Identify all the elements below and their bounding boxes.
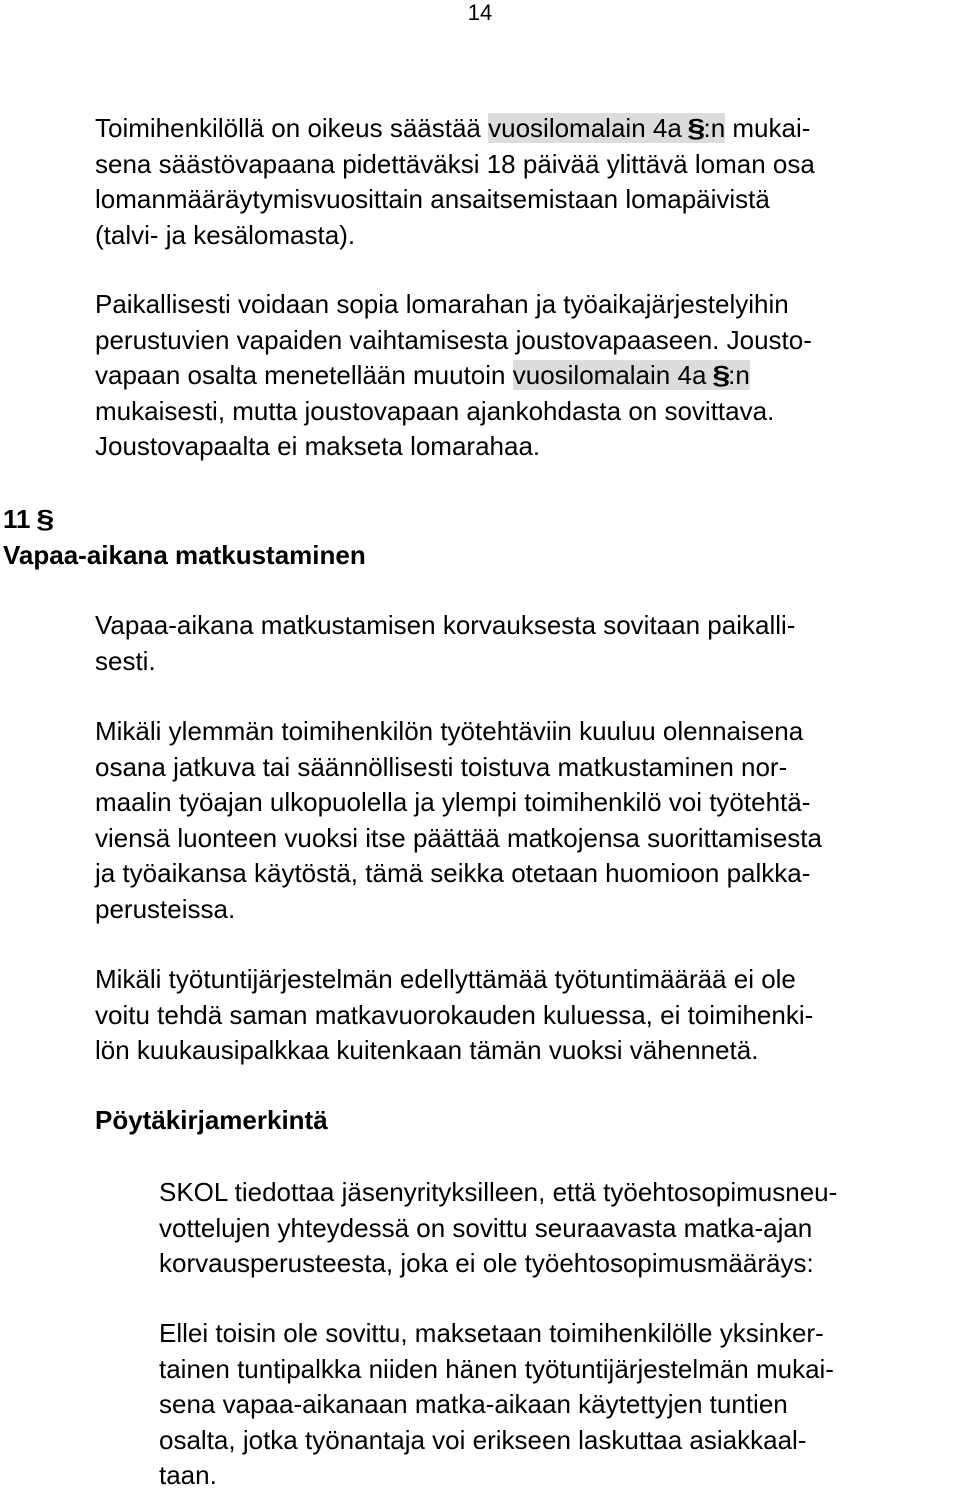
- paragraph-senior-employee-travel: [95, 714, 822, 927]
- highlighted-law-reference: vuosilomalain 4a §:n: [488, 113, 726, 143]
- text-line: perusteissa.: [95, 893, 236, 924]
- paragraph-working-hours: [95, 962, 813, 1069]
- text-line: osana jatkuva tai säännöllisesti toistuva matkustaminen nor-: [95, 751, 788, 782]
- text-line: lön kuukausipalkkaa kuitenkaan tämän vuoksi vähennetä.: [95, 1035, 759, 1065]
- text-line: Joustovapaalta ei makseta lomarahaa.: [95, 431, 541, 461]
- text-line: vapaan osalta menetellään muutoin vuosilomalain 4a §:n: [95, 360, 750, 390]
- protocol-note-heading: Pöytäkirjamerkintä: [95, 1105, 328, 1135]
- text-line: maalin työajan ulkopuolella ja ylempi toimihenkilö voi työtehtä-: [95, 787, 811, 817]
- text-line: Mikäli työtuntijärjestelmän edellyttämää työtuntimäärää ei ole: [95, 964, 796, 994]
- text-line: taan.: [159, 1460, 217, 1490]
- section-symbol: §: [35, 504, 54, 534]
- paragraph-flexible-leave: [95, 287, 812, 465]
- text-line: sena vapaa-aikanaan matka-aikaan käytettyjen tuntien: [159, 1389, 788, 1419]
- paragraph-annual-leave-savings: [95, 111, 815, 253]
- highlighted-law-reference: vuosilomalain 4a §:n: [512, 360, 750, 390]
- text-line: sesti.: [95, 645, 156, 676]
- text-line: SKOL tiedottaa jäsenyrityksilleen, että työehtosopimusneu-: [159, 1177, 838, 1207]
- text-line: sena säästövapaana pidettäväksi 18 päivää ylittävä loman osa: [95, 148, 815, 179]
- paragraph-skol-notice: [159, 1175, 837, 1282]
- text-line: viensä luonteen vuoksi itse päättää matkojensa suorittamisesta: [95, 822, 822, 853]
- text-line: mukaisesti, mutta joustovapaan ajankohdasta on sovittava.: [95, 395, 775, 426]
- text-line: voitu tehdä saman matkavuorokauden kuluessa, ei toimihenki-: [95, 999, 814, 1030]
- paragraph-compensation-rule: [159, 1316, 834, 1494]
- text-line: Vapaa-aikana matkustamisen korvauksesta sovitaan paikalli-: [95, 610, 796, 640]
- text-line: korvausperusteesta, joka ei ole työehtosopimusmääräys:: [159, 1248, 814, 1278]
- text-line: perustuvien vapaiden vaihtamisesta joustovapaaseen. Jousto-: [95, 324, 812, 355]
- section-number: 11 §: [3, 502, 366, 538]
- text-line: tainen tuntipalkka niiden hänen työtuntijärjestelmän mukai-: [159, 1353, 834, 1384]
- text-line: ja työaikansa käytöstä, tämä seikka otetaan huomioon palkka-: [95, 858, 811, 888]
- text-line: Ellei toisin ole sovittu, maksetaan toimihenkilölle yksinker-: [159, 1318, 824, 1348]
- section-title: Vapaa-aikana matkustaminen: [3, 539, 366, 570]
- text-line: (talvi- ja kesälomasta).: [95, 219, 356, 250]
- text-line: Paikallisesti voidaan sopia lomarahan ja työaikajärjestelyihin: [95, 289, 789, 319]
- text-line: osalta, jotka työnantaja voi erikseen laskuttaa asiakkaal-: [159, 1424, 807, 1455]
- text-line: vottelujen yhteydessä on sovittu seuraavasta matka-ajan: [159, 1212, 813, 1243]
- page-number: 14: [467, 0, 493, 25]
- section-heading: [3, 502, 366, 573]
- paragraph-free-time-travel: [95, 608, 795, 679]
- text-line: lomanmääräytymisvuosittain ansaitsemistaan lomapäivistä: [95, 184, 770, 214]
- text-line: Mikäli ylemmän toimihenkilön työtehtäviin kuuluu olennaisena: [95, 716, 804, 746]
- text-line: Toimihenkilöllä on oikeus säästää vuosilomalain 4a §:n mukai-: [95, 113, 811, 143]
